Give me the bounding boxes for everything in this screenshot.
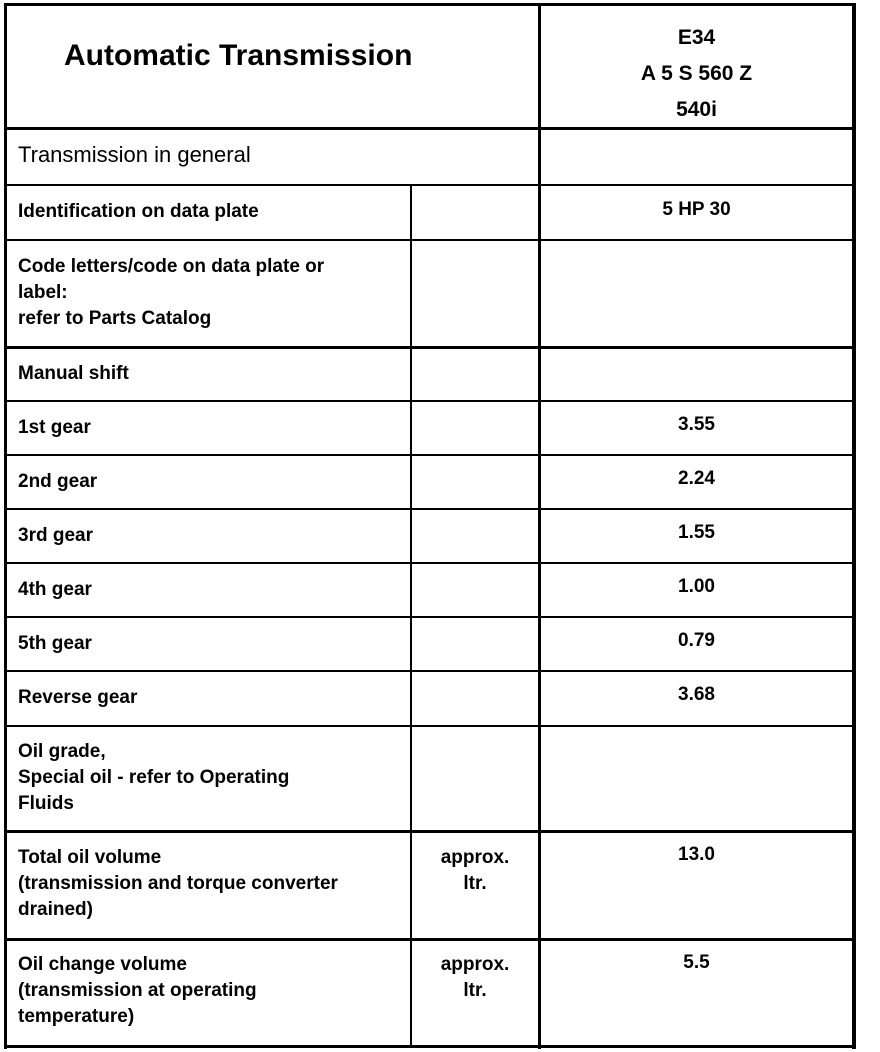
row-label: Manual shift bbox=[18, 363, 129, 384]
row-label: refer to Parts Catalog bbox=[18, 308, 212, 329]
row-divider bbox=[4, 938, 856, 941]
row-value: 0.79 bbox=[678, 630, 715, 651]
section-heading: Transmission in general bbox=[18, 142, 251, 167]
row-value: 1.00 bbox=[678, 576, 715, 597]
row-label: Oil grade, bbox=[18, 741, 106, 762]
row-value: 13.0 bbox=[678, 844, 715, 865]
row-label: Oil change volume bbox=[18, 954, 187, 975]
row-label: 3rd gear bbox=[18, 525, 93, 546]
row-label: 5th gear bbox=[18, 633, 92, 654]
row-divider bbox=[4, 454, 856, 456]
border-top bbox=[4, 3, 854, 6]
row-value: 5.5 bbox=[683, 952, 710, 973]
row-value: 1.55 bbox=[678, 522, 715, 543]
row-label: Total oil volume bbox=[18, 847, 162, 868]
model-code: A 5 S 560 Z bbox=[640, 62, 753, 85]
row-unit: ltr. bbox=[463, 980, 487, 1001]
model-code: 540i bbox=[676, 98, 717, 121]
row-label: temperature) bbox=[18, 1006, 135, 1027]
row-divider bbox=[4, 670, 856, 672]
row-divider bbox=[4, 346, 856, 349]
row-label: 2nd gear bbox=[18, 471, 98, 492]
row-divider bbox=[4, 508, 856, 510]
row-divider bbox=[4, 562, 856, 564]
row-divider bbox=[4, 184, 856, 186]
row-value: 3.55 bbox=[678, 414, 715, 435]
row-label: Reverse gear bbox=[18, 687, 138, 708]
border-left bbox=[4, 3, 7, 1049]
row-divider bbox=[4, 830, 856, 833]
row-label: 1st gear bbox=[18, 417, 91, 438]
row-divider bbox=[4, 616, 856, 618]
row-label: (transmission and torque converter bbox=[18, 873, 338, 894]
row-divider bbox=[4, 725, 856, 727]
row-label: Code letters/code on data plate or bbox=[18, 256, 325, 277]
row-divider bbox=[4, 127, 856, 130]
border-right bbox=[852, 3, 856, 1049]
row-unit: approx. bbox=[440, 847, 510, 868]
row-label: Special oil - refer to Operating bbox=[18, 767, 290, 788]
model-code: E34 bbox=[677, 26, 716, 49]
row-label: Identification on data plate bbox=[18, 201, 259, 222]
table-title: Automatic Transmission bbox=[64, 39, 413, 72]
row-divider bbox=[4, 400, 856, 402]
row-value: 3.68 bbox=[678, 684, 715, 705]
row-unit: ltr. bbox=[463, 873, 487, 894]
row-value: 5 HP 30 bbox=[662, 199, 731, 220]
row-divider bbox=[4, 239, 856, 241]
row-value: 2.24 bbox=[678, 468, 715, 489]
row-label: drained) bbox=[18, 899, 93, 920]
row-label: 4th gear bbox=[18, 579, 92, 600]
row-label: (transmission at operating bbox=[18, 980, 257, 1001]
row-unit: approx. bbox=[440, 954, 510, 975]
row-label: label: bbox=[18, 282, 68, 303]
row-label: Fluids bbox=[18, 793, 74, 814]
border-bottom bbox=[4, 1045, 856, 1048]
